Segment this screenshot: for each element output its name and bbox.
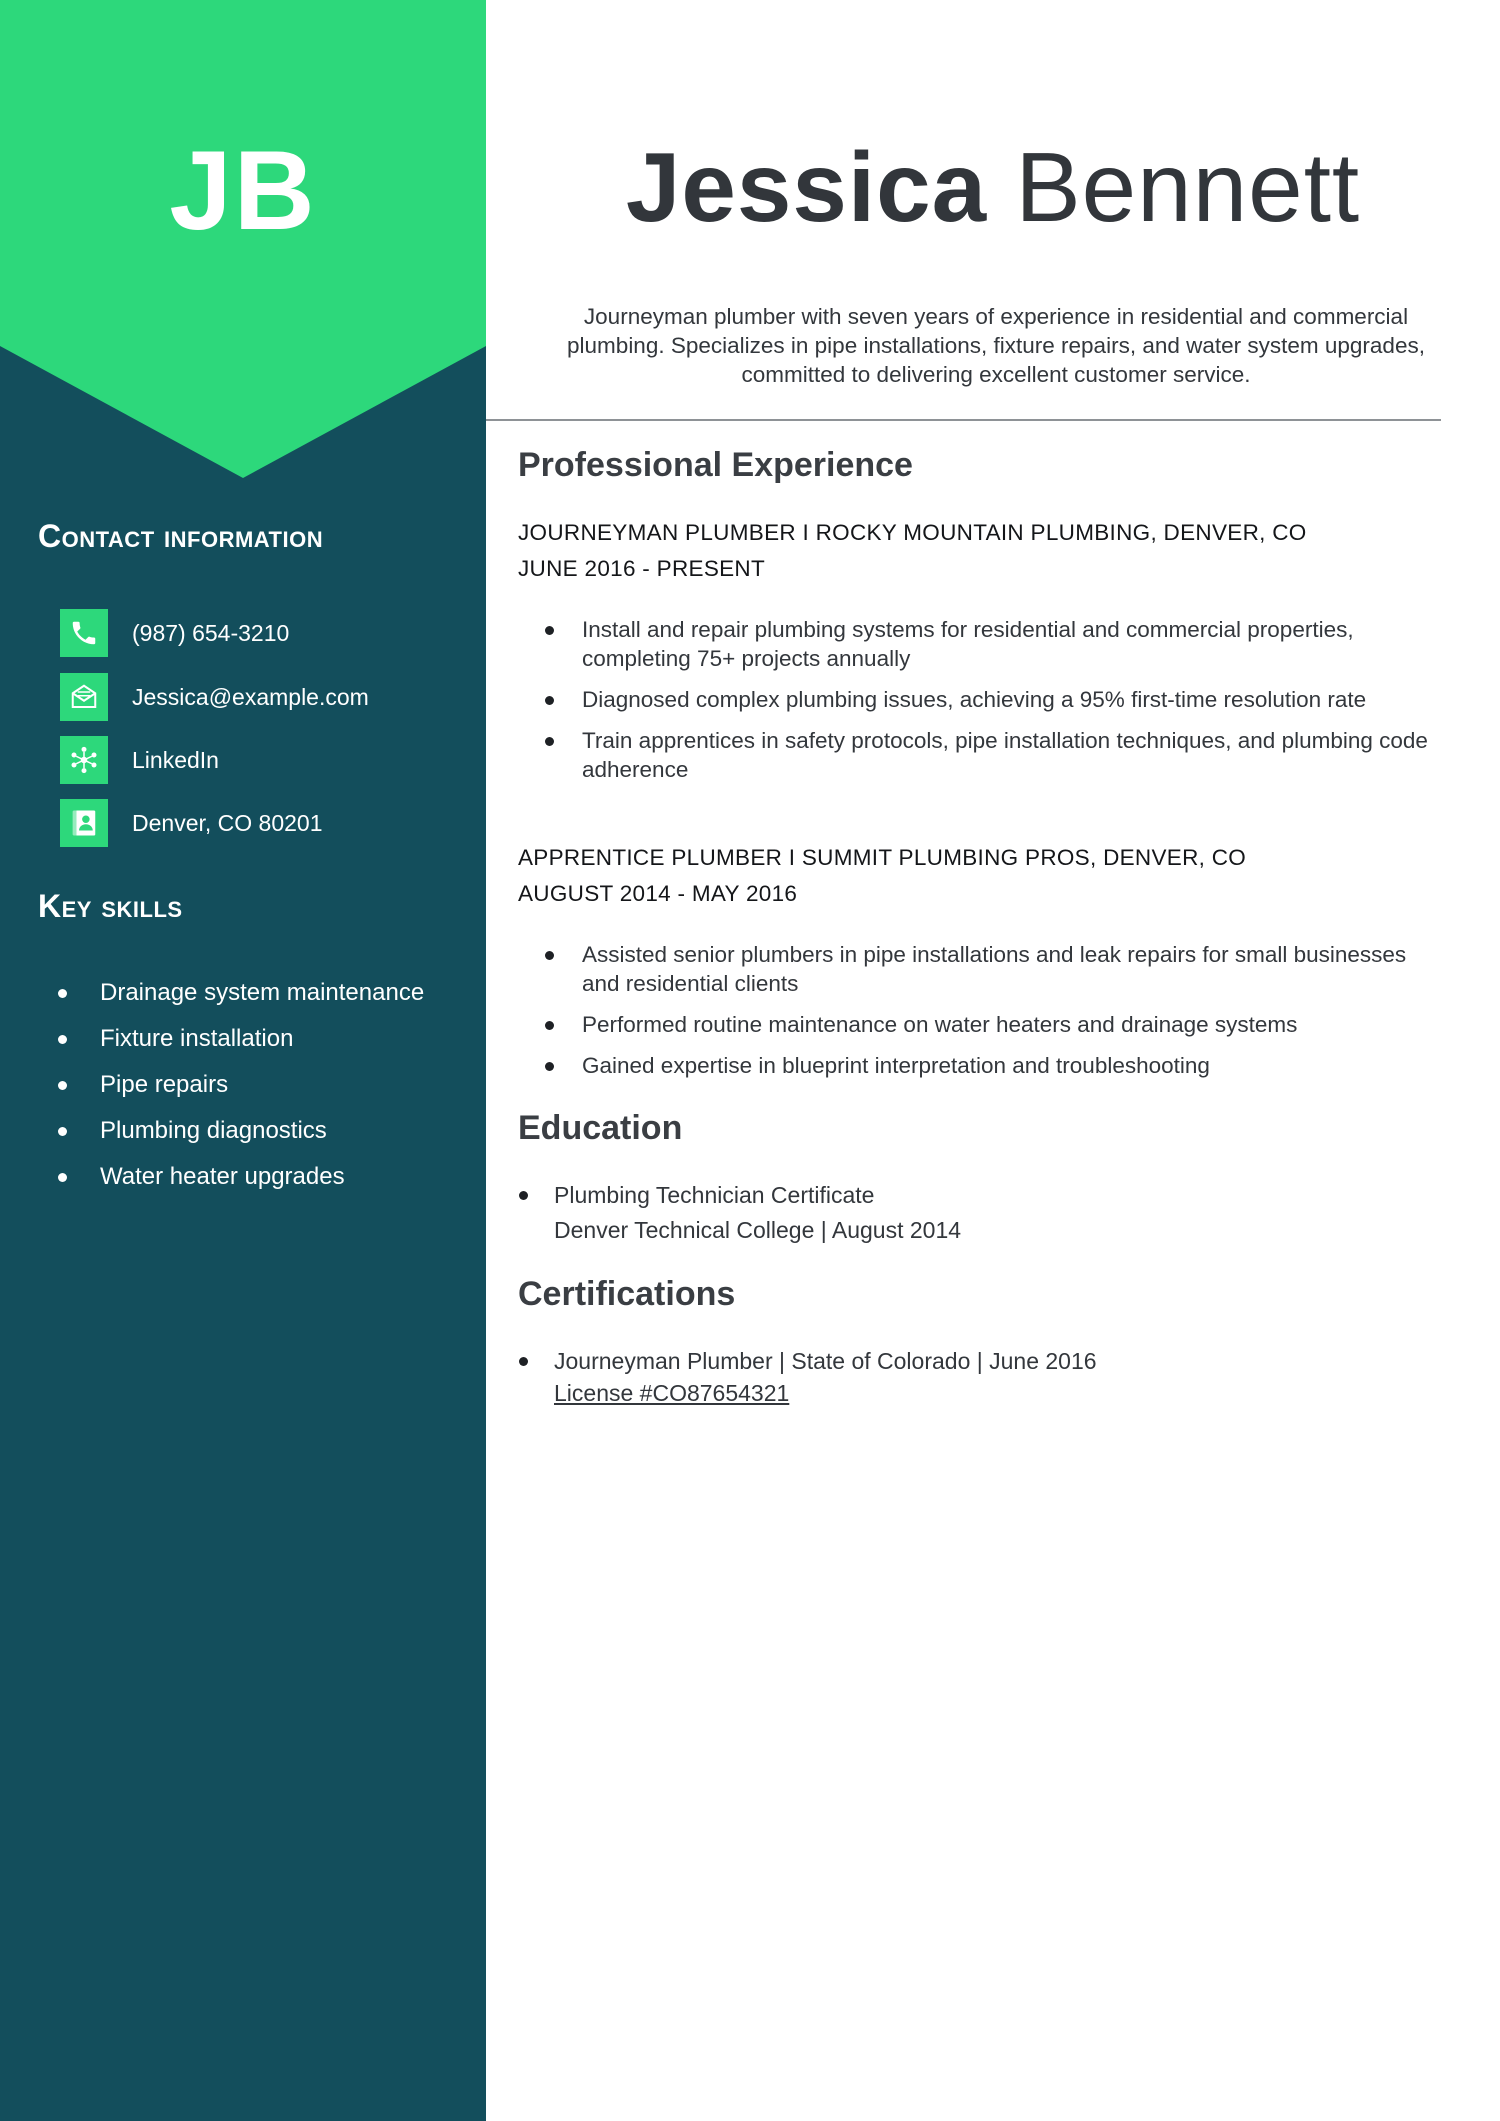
bullet-dot: [58, 1081, 67, 1090]
job-dates: JUNE 2016 - PRESENT: [518, 556, 766, 581]
linkedin-text[interactable]: LinkedIn: [132, 746, 219, 773]
bullet-dot: [545, 737, 554, 746]
license-link[interactable]: License #CO87654321: [554, 1380, 790, 1406]
network-icon: [60, 736, 108, 784]
certifications-list: [518, 1344, 1418, 1408]
address-text: Denver, CO 80201: [132, 809, 323, 836]
contact-linkedin: [60, 736, 219, 784]
bullet-dot: [58, 1127, 67, 1136]
main-content: [486, 0, 1500, 2121]
bullet-dot: [58, 989, 67, 998]
envelope-icon: [60, 673, 108, 721]
email-text[interactable]: Jessica@example.com: [132, 683, 369, 710]
bullet-dot: [519, 1191, 528, 1200]
education-item: Plumbing Technician Certificate Denver Technical College | August 2014: [518, 1178, 1418, 1248]
last-name: Bennett: [1015, 132, 1361, 242]
bullet-dot: [519, 1357, 528, 1366]
address-card-icon: [60, 799, 108, 847]
education-list: [518, 1178, 1418, 1248]
contact-phone: [60, 609, 289, 657]
skill-item: Fixture installation: [58, 1016, 424, 1062]
full-name: [486, 132, 1500, 242]
phone-text[interactable]: (987) 654-3210: [132, 619, 290, 646]
bullet-dot: [545, 951, 554, 960]
job-title: APPRENTICE PLUMBER I SUMMIT PLUMBING PROS, DENVER, CO: [518, 845, 1247, 870]
skills-heading: Key skills: [38, 888, 183, 924]
contact-email: [60, 673, 369, 721]
contact-heading: Contact information: [38, 518, 324, 554]
skill-item: Water heater upgrades: [58, 1154, 424, 1200]
summary: Journeyman plumber with seven years of experience in residential and commercial plumbing. Specializes in pipe installations, fixture repairs, and water system upgrades, committed to delivering excellent customer service.: [567, 304, 1425, 387]
job-bullets: [518, 615, 1448, 784]
phone-icon: [60, 609, 108, 657]
bullet-dot: [58, 1035, 67, 1044]
job-dates: AUGUST 2014 - MAY 2016: [518, 881, 798, 906]
skill-item: Drainage system maintenance: [58, 970, 424, 1016]
bullet-dot: [545, 1062, 554, 1071]
bullet-item: Gained expertise in blueprint interpretation and troubleshooting: [518, 1051, 1448, 1080]
divider: [486, 419, 1441, 421]
monogram: JB: [169, 128, 317, 253]
bullet-item: Performed routine maintenance on water heaters and drainage systems: [518, 1010, 1448, 1039]
first-name: Jessica: [625, 132, 988, 242]
bullet-dot: [545, 1021, 554, 1030]
education-heading: Education: [518, 1109, 683, 1147]
bullet-dot: [545, 626, 554, 635]
certification-item: Journeyman Plumber | State of Colorado | June 2016 License #CO87654321: [518, 1344, 1418, 1408]
skill-item: Plumbing diagnostics: [58, 1108, 424, 1154]
bullet-item: Diagnosed complex plumbing issues, achieving a 95% first-time resolution rate: [518, 685, 1448, 714]
experience-heading: Professional Experience: [518, 446, 913, 484]
bullet-dot: [58, 1173, 67, 1182]
skills-list: [58, 970, 424, 1200]
certifications-heading: Certifications: [518, 1275, 736, 1313]
bullet-item: Install and repair plumbing systems for residential and commercial properties, completing 75+ projects annually: [518, 615, 1448, 673]
contact-address: [60, 799, 323, 847]
job-bullets: [518, 940, 1448, 1080]
skill-item: Pipe repairs: [58, 1062, 424, 1108]
bullet-item: Assisted senior plumbers in pipe installations and leak repairs for small businesses and residential clients: [518, 940, 1448, 998]
sidebar: [0, 0, 486, 2121]
job-title: JOURNEYMAN PLUMBER I ROCKY MOUNTAIN PLUMBING, DENVER, CO: [518, 520, 1307, 545]
bullet-dot: [545, 696, 554, 705]
bullet-item: Train apprentices in safety protocols, pipe installation techniques, and plumbing code adherence: [518, 726, 1448, 784]
